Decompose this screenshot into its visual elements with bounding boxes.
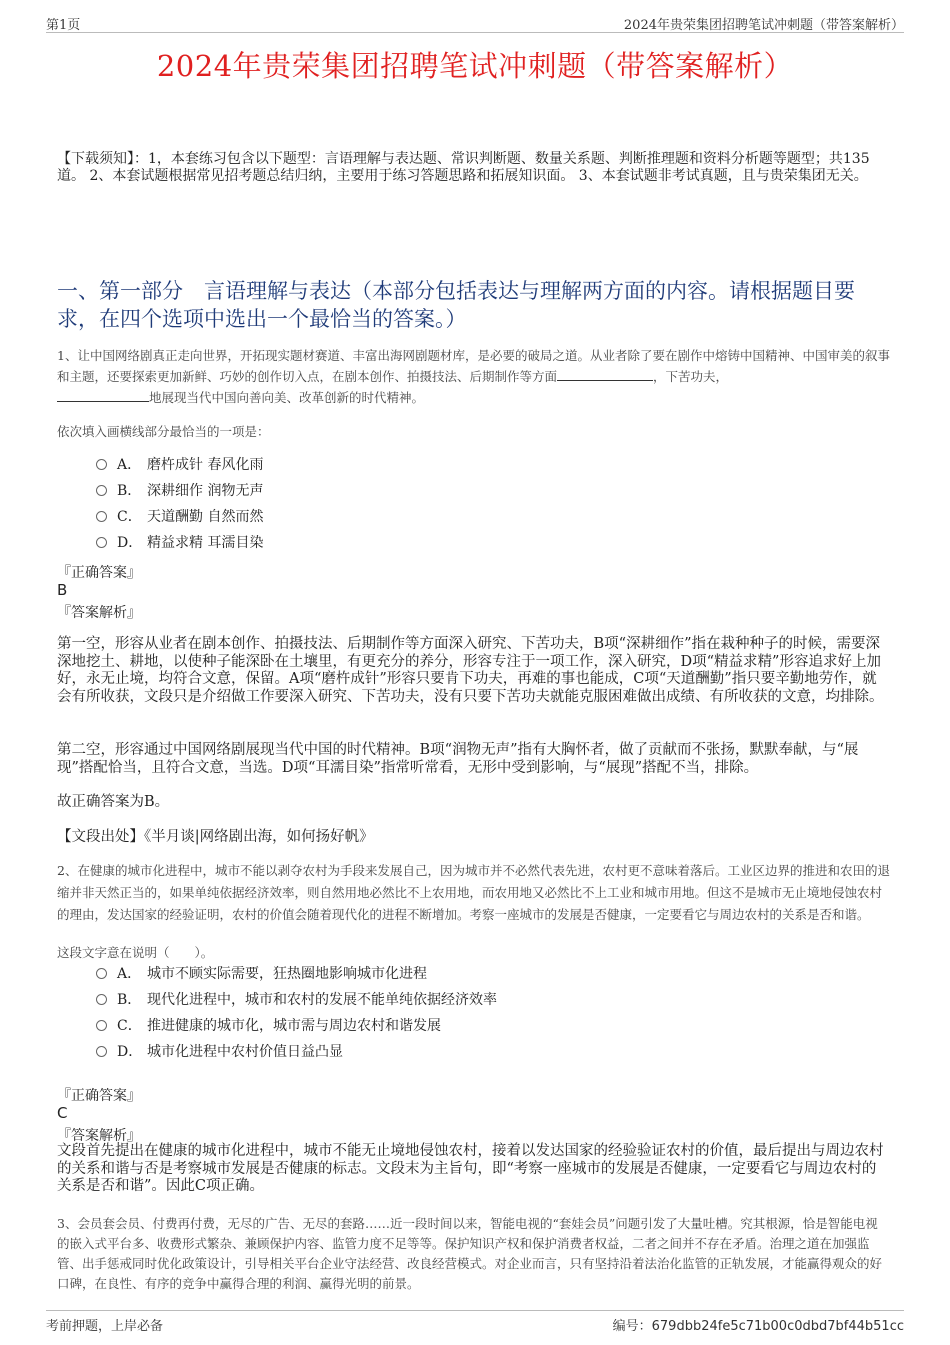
page-footer — [46, 1310, 904, 1334]
footer-code: 编号：679dbb24fe5c71b00c0dbd7bf44b51cc — [612, 1319, 904, 1334]
header-doc-title: 2024年贵荣集团招聘笔试冲刺题（带答案解析） — [623, 18, 904, 33]
q2-answer-label: 『正确答案』 — [57, 1088, 141, 1104]
radio-icon[interactable] — [96, 485, 107, 496]
q2-option-d[interactable]: D． 城市化进程中农村价值日益凸显 — [96, 1042, 343, 1062]
page-number: 第1页 — [46, 18, 81, 33]
radio-icon[interactable] — [96, 994, 107, 1005]
q2-analysis-label: 『答案解析』 — [57, 1128, 141, 1144]
question-1-stem: 1、让中国网络剧真正走向世界，开拓现实题材赛道、丰富出海网剧题材库，是必要的破局之道。从业者除了要在剧作中熔铸中国精神、中国审美的叙事和主题，还要探索更加新鲜、巧妙的创作切入点，在剧本创作、拍摄技法、后期制作等方面 ，下苦功夫， 地展现当代中国向善向美、改革创新的时代精神。 — [57, 348, 890, 405]
page-header — [46, 14, 904, 33]
section-heading: 一、第一部分 言语理解与表达（本部分包括表达与理解两方面的内容。请根据题目要求，在四个选项中选出一个最恰当的答案。） — [57, 279, 855, 331]
q1-analysis-label: 『答案解析』 — [57, 605, 141, 621]
question-2-prompt: 这段文字意在说明（ ）。 — [57, 945, 214, 960]
document-title: 2024年贵荣集团招聘笔试冲刺题（带答案解析） — [156, 49, 794, 83]
q2-option-b[interactable]: B． 现代化进程中，城市和农村的发展不能单纯依据经济效率 — [96, 990, 497, 1010]
q2-analysis: 文段首先提出在健康的城市化进程中，城市不能无止境地侵蚀农村，接着以发达国家的经验验证农村的价值，最后提出与周边农村的关系和谐与否是考察城市发展是否健康的标志。文段末为主旨句，即“考察一座城市的发展是否健康，一定要看它与周边农村的关系是否和谐”。因此C项正确。 — [57, 1143, 884, 1194]
footer-slogan: 考前押题，上岸必备 — [46, 1319, 164, 1334]
question-2-stem: 2、在健康的城市化进程中，城市不能以剥夺农村为手段来发展自己，因为城市并不必然代表先进，农村更不意味着落后。工业区边界的推进和农田的退缩并非天然正当的，如果单纯依据经济效率，则自然用地必然比不上农用地，而农用地又必然比不上工业和城市用地。但这不是城市无止境地侵蚀农村的理由，发达国家的经验证明，农村的价值会随着现代化的进程不断增加。考察一座城市的发展是否健康，一定要看它与周边农村的关系是否和谐。 — [57, 863, 890, 922]
q1-answer-label: 『正确答案』 — [57, 565, 141, 581]
radio-icon[interactable] — [96, 968, 107, 979]
blank-1 — [557, 368, 653, 381]
radio-icon[interactable] — [96, 537, 107, 548]
q1-analysis-paragraph-2: 第二空，形容通过中国网络剧展现当代中国的时代精神。B项“润物无声”指有大胸怀者，做了贡献而不张扬，默默奉献，与“展现”搭配恰当，且符合文意，当选。D项“耳濡目染”指常听常看，无形中受到影响，与“展现”搭配不当，排除。 — [57, 742, 859, 776]
radio-icon[interactable] — [96, 511, 107, 522]
q2-option-c[interactable]: C． 推进健康的城市化，城市需与周边农村和谐发展 — [96, 1016, 441, 1036]
radio-icon[interactable] — [96, 459, 107, 470]
q1-answer: B — [57, 581, 68, 599]
blank-2 — [57, 389, 149, 402]
question-1-prompt: 依次填入画横线部分最恰当的一项是： — [57, 424, 270, 439]
q2-option-a[interactable]: A． 城市不顾实际需要，狂热圈地影响城市化进程 — [96, 964, 427, 984]
q1-option-d[interactable]: D． 精益求精 耳濡目染 — [96, 533, 263, 553]
question-3-stem: 3、会员套会员、付费再付费，无尽的广告、无尽的套路……近一段时间以来，智能电视的“套娃会员”问题引发了大量吐槽。究其根源，恰是智能电视的嵌入式平台多、收费形式繁杂、兼顾保护内容、监管力度不足等等。保护知识产权和保护消费者权益，二者之间并不存在矛盾。治理之道在加强监管、出手惩戒同时优化政策设计，引导相关平台企业守法经营、改良经营模式。对企业而言，只有坚持沿着法治化监管的正轨发展，才能赢得观众的好口碑，在良性、有序的竞争中赢得合理的利润、赢得光明的前景。 — [57, 1216, 883, 1291]
q1-source: 【文段出处】《半月谈|网络剧出海，如何扬好帆》 — [57, 829, 374, 845]
q1-option-a[interactable]: A． 磨杵成针 春风化雨 — [96, 455, 263, 475]
q1-option-b[interactable]: B． 深耕细作 润物无声 — [96, 481, 263, 501]
q1-analysis-paragraph-1: 第一空，形容从业者在剧本创作、拍摄技法、后期制作等方面深入研究、下苦功夫，B项“深耕细作”指在栽种种子的时候，需要深深地挖土、耕地，以使种子能深卧在土壤里，有更充分的养分，形容专注于一项工作，深入研究，D项“精益求精”形容追求好上加好，永无止境，均符合文意，保留。A项“磨杵成针”形容只要肯下功夫，再难的事也能成，C项“天道酬勤”指只要辛勤地劳作，就会有所收获，文段只是介绍做工作要深入研究、下苦功夫，没有只要下苦功夫就能克服困难做出成绩、有所收获的文意，均排除。 — [57, 636, 884, 705]
q2-answer: C — [57, 1104, 68, 1122]
q1-option-c[interactable]: C． 天道酬勤 自然而然 — [96, 507, 263, 527]
radio-icon[interactable] — [96, 1020, 107, 1031]
q1-conclusion: 故正确答案为B。 — [57, 794, 170, 810]
download-notice: 【下载须知】：1，本套练习包含以下题型：言语理解与表达题、常识判断题、数量关系题、判断推理题和资料分析题等题型；共135道。 2、本套试题根据常见招考题总结归纳，主要用于练习答题思路和拓展知识面。 3、本套试题非考试真题，且与贵荣集团无关。 — [57, 151, 870, 184]
radio-icon[interactable] — [96, 1046, 107, 1057]
